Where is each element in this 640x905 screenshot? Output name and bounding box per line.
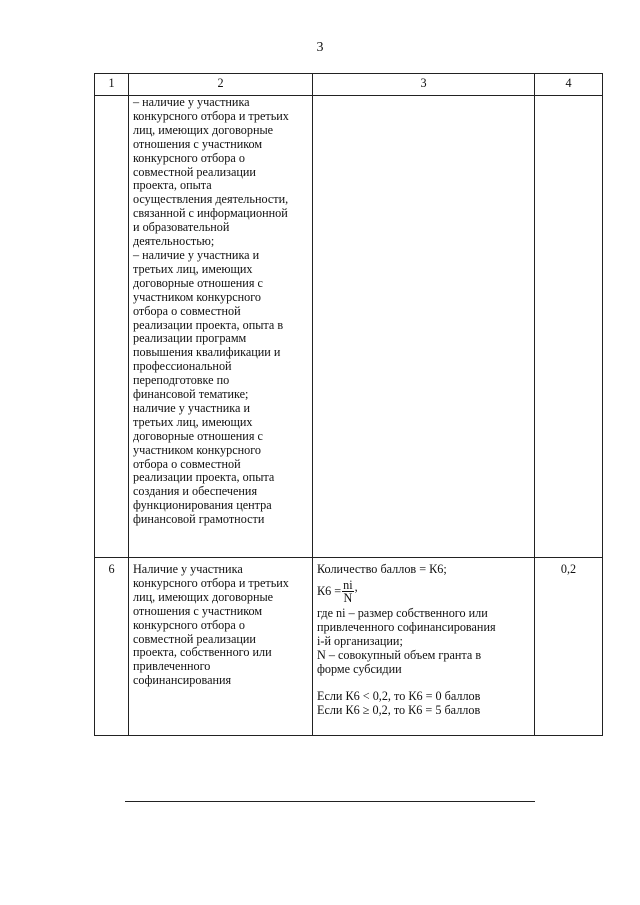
- table-row-continuation: [95, 96, 603, 558]
- text-line: участником конкурсного: [133, 289, 262, 304]
- page-number: 3: [316, 40, 324, 55]
- text-line: отношения с участником: [133, 136, 263, 151]
- text-line: проекта, опыта: [133, 178, 212, 193]
- text-line: третьих лиц, имеющих: [133, 261, 253, 276]
- formula-numerator: ni: [343, 578, 353, 593]
- text-line: создания и обеспечения: [133, 484, 258, 499]
- header-col-2: 2: [129, 74, 313, 96]
- text-line: повышения квалификации и: [133, 345, 281, 360]
- table-row-6: [95, 558, 603, 736]
- text-line: связанной с информационной: [133, 206, 288, 221]
- criteria-table: [94, 73, 603, 736]
- text-line: отбора о совместной: [133, 456, 241, 471]
- text-line: третьих лиц, имеющих: [133, 414, 253, 429]
- text-line: договорные отношения с: [133, 428, 263, 443]
- formula-lhs: К6 =: [317, 583, 342, 598]
- text-line: – наличие у участника и: [133, 247, 260, 262]
- text-line: проекта, собственного или: [133, 645, 272, 660]
- text-line: лиц, имеющих договорные: [133, 589, 274, 604]
- header-col-1: 1: [95, 74, 129, 96]
- table-header-row: [95, 74, 603, 96]
- text-line: реализации программ: [133, 331, 247, 346]
- calc-intro: Количество баллов = К6;: [317, 562, 447, 576]
- continuation-criterion-text: [129, 96, 313, 558]
- condition-line: Если К6 < 0,2, то К6 = 0 баллов: [317, 689, 481, 704]
- text-line: переподготовке по: [133, 373, 230, 388]
- text-line: реализации проекта, опыта: [133, 470, 275, 485]
- text-line: – наличие у участника: [133, 95, 250, 109]
- text-line: финансовой грамотности: [133, 512, 265, 527]
- text-line: конкурсного отбора и третьих: [133, 108, 289, 123]
- condition-line: Если К6 ≥ 0,2, то К6 = 5 баллов: [317, 703, 481, 718]
- text-line: осуществления деятельности,: [133, 192, 289, 207]
- text-line: Наличие у участника: [133, 562, 243, 576]
- footer-rule: [125, 801, 535, 802]
- text-line: софинансирования: [133, 673, 232, 688]
- criterion-text: [129, 558, 313, 736]
- spacer: [317, 676, 530, 690]
- text-line: деятельностью;: [133, 234, 215, 249]
- text-line: лиц, имеющих договорные: [133, 122, 274, 137]
- continuation-col-4: [535, 96, 603, 558]
- score-formula: [317, 577, 530, 607]
- weight-value: 0,2: [535, 558, 603, 736]
- text-line: конкурсного отбора о: [133, 617, 245, 632]
- formula-tail: ,: [354, 579, 358, 594]
- text-line: конкурсного отбора о: [133, 150, 245, 165]
- text-line: и образовательной: [133, 220, 230, 235]
- continuation-col-3: [313, 96, 535, 558]
- calculation-method: [313, 558, 535, 736]
- definition-line: привлеченного софинансирования: [317, 619, 496, 634]
- text-line: совместной реализации: [133, 164, 256, 179]
- text-line: привлеченного: [133, 659, 211, 674]
- text-line: функционирования центра: [133, 498, 272, 513]
- definition-line: i-й организации;: [317, 633, 403, 648]
- text-line: реализации проекта, опыта в: [133, 317, 284, 332]
- text-line: договорные отношения с: [133, 275, 263, 290]
- definition-line: N – совокупный объем гранта в: [317, 647, 482, 662]
- text-line: финансовой тематике;: [133, 387, 249, 402]
- text-line: отношения с участником: [133, 603, 263, 618]
- text-line: отбора о совместной: [133, 303, 241, 318]
- header-col-3: 3: [313, 74, 535, 96]
- definition-line: форме субсидии: [317, 661, 402, 676]
- text-line: наличие у участника и: [133, 400, 251, 415]
- text-line: участником конкурсного: [133, 442, 262, 457]
- header-col-4: 4: [535, 74, 603, 96]
- formula-denominator: N: [343, 591, 353, 606]
- definition-line: где ni – размер собственного или: [317, 605, 488, 620]
- row-number: 6: [95, 558, 129, 736]
- text-line: конкурсного отбора и третьих: [133, 575, 289, 590]
- text-line: совместной реализации: [133, 631, 256, 646]
- continuation-col-1: [95, 96, 129, 558]
- formula-fraction: [342, 579, 353, 604]
- text-line: профессиональной: [133, 359, 232, 374]
